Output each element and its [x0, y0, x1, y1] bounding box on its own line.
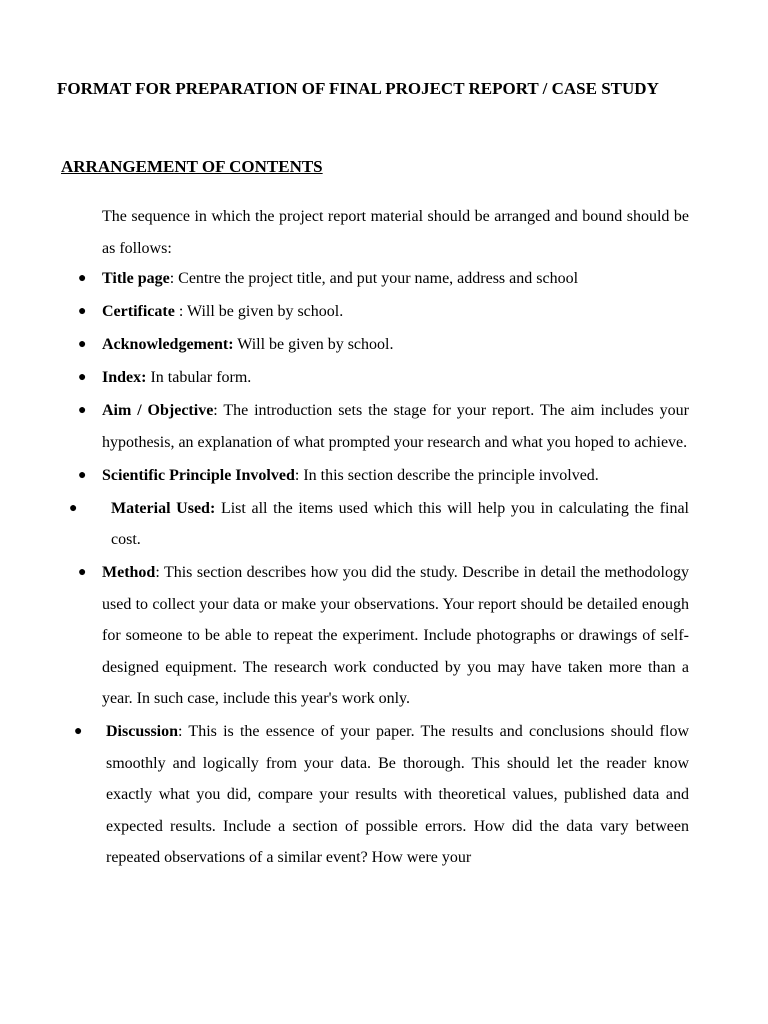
item-term: Discussion [106, 723, 179, 740]
list-item [78, 362, 689, 394]
list-item [78, 329, 689, 361]
section-heading: ARRANGEMENT OF CONTENTS [61, 157, 323, 176]
list-item [78, 395, 689, 458]
list-item [78, 263, 689, 295]
bullet-icon: ● [78, 370, 87, 385]
item-term: Method [102, 564, 156, 581]
item-text: : Centre the project title, and put your name, address and school [169, 270, 579, 287]
bullet-icon: ● [78, 337, 87, 352]
contents-list [69, 263, 690, 875]
item-text: : This section describes how you did the study. Describe in detail the methodology used to collect your data or make your observations. Your report should be detailed enough for someone to be able to repeat the experiment. Include photographs or drawings of self-designed equipment. The research work conducted by you may have taken more than a year. In such case, include this year's work only. [102, 564, 689, 707]
item-text: List all the items used which this will help you in calculating the final cost. [111, 499, 690, 548]
item-term: Certificate [102, 303, 175, 320]
item-term: Aim / Objective [102, 402, 214, 419]
bullet-icon: ● [78, 403, 87, 418]
bullet-icon: ● [78, 565, 87, 580]
intro-paragraph: The sequence in which the project report material should be arranged and bound should be as follows: [102, 208, 689, 257]
bullet-icon: ● [69, 500, 78, 516]
item-text: : The introduction sets the stage for your report. The aim includes your hypothesis, an explanation of what prompted your research and what you hoped to achieve. [102, 402, 689, 451]
item-term: Acknowledgement: [102, 336, 234, 353]
item-text: : In this section describe the principle involved. [294, 466, 599, 484]
list-item [78, 296, 689, 328]
list-item [78, 557, 689, 715]
item-term: Title page [102, 270, 170, 287]
bullet-icon: ● [78, 271, 87, 286]
document-title: FORMAT FOR PREPARATION OF FINAL PROJECT REPORT / CASE STUDY [57, 79, 659, 98]
item-text: : This is the essence of your paper. The results and conclusions should flow smoothly and logically from your data. Be thorough. This should let the reader know exactly what you did, compare your results with theoretical values, published data and expected results. Include a section of possible errors. How did the data vary between repeated observations of a similar event? How were your [106, 723, 689, 866]
list-item [69, 493, 690, 556]
item-term: Index: [102, 369, 147, 386]
bullet-icon: ● [78, 467, 87, 483]
item-term: Material Used: [111, 499, 216, 517]
bullet-icon: ● [74, 724, 83, 739]
item-term: Scientific Principle Involved [102, 466, 295, 484]
item-text: In tabular form. [146, 369, 252, 386]
list-item [78, 460, 689, 492]
bullet-icon: ● [78, 304, 87, 319]
item-text: : Will be given by school. [174, 303, 344, 320]
list-item [74, 716, 689, 874]
item-text: Will be given by school. [233, 336, 394, 353]
